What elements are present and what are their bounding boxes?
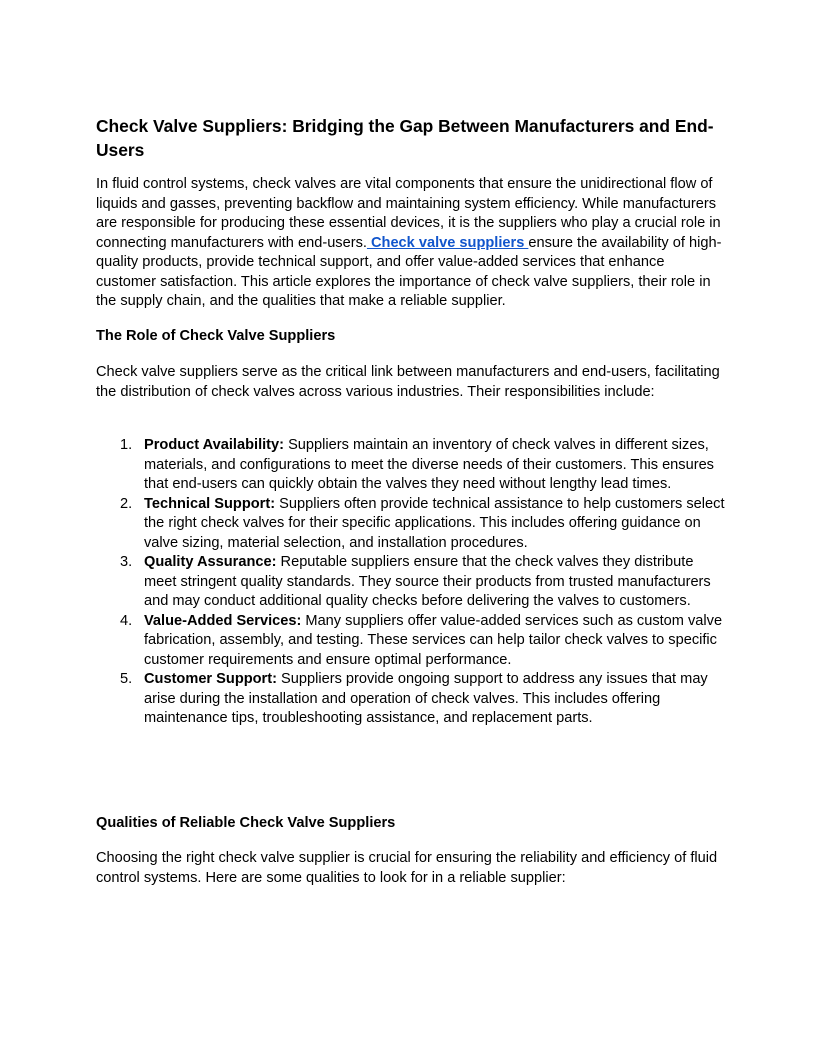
list-item-text: Suppliers often provide technical assistance to help customers select the right check valves for their specific applications. This includes offering guidance on valve sizing, material selection, and installation procedures. [144, 495, 725, 551]
list-item-text: Reputable suppliers ensure that the check valves they distribute meet stringent quality standards. They source their products from trusted manufacturers and may conduct additional quality checks before delivering the valves to customers. [144, 554, 711, 609]
page-title: Check Valve Suppliers: Bridging the Gap Between Manufacturers and End-Users [96, 116, 714, 160]
list-item [96, 436, 726, 495]
list-item-text: Many suppliers offer value-added services such as custom valve fabrication, assembly, and testing. These services can help tailor check valves to specific customer requirements and ensure optimal performance. [144, 612, 723, 668]
intro-text-after: ensure the availability of high-quality products, provide technical support, and offer value-added services that enhance customer satisfaction. This article explores the importance of check valve suppliers, their role in the supply chain, and the qualities that make a reliable supplier. [96, 234, 722, 309]
list-item-title: Value-Added Services: [144, 612, 302, 629]
list-item [96, 612, 726, 671]
check-valve-suppliers-link[interactable]: Check valve suppliers [366, 234, 529, 251]
list-number: 5. [120, 671, 133, 687]
intro-paragraph [96, 175, 726, 312]
list-number: 2. [120, 495, 133, 512]
list-number: 1. [120, 437, 133, 453]
list-item-title: Technical Support: [144, 495, 276, 512]
section-role-text: Check valve suppliers serve as the critical link between manufacturers and end-users, facilitating the distribution of check valves across various industries. Their responsibilities include: [96, 364, 720, 400]
list-item-text: Suppliers maintain an inventory of check valves in different sizes, materials, and configurations to meet the diverse needs of their customers. This ensures that end-users can quickly obtain the valves they need without lengthy lead times. [144, 437, 714, 492]
section-heading-qualities: Qualities of Reliable Check Valve Suppliers [96, 815, 396, 831]
list-item [96, 495, 726, 554]
list-number: 4. [120, 612, 133, 629]
title-block [96, 114, 726, 162]
list-item [96, 553, 726, 612]
list-item-text: Suppliers provide ongoing support to address any issues that may arise during the installation and operation of check valves. This includes offering maintenance tips, troubleshooting assistance, and replacement parts. [144, 671, 708, 726]
list-item-title: Customer Support: [144, 671, 277, 687]
section-heading-role: The Role of Check Valve Suppliers [96, 328, 336, 344]
section-qualities-text: Choosing the right check valve supplier is crucial for ensuring the reliability and efficiency of fluid control systems. Here are some qualities to look for in a reliable supplier: [96, 850, 718, 886]
list-item [96, 670, 726, 729]
responsibilities-list [96, 436, 726, 729]
list-item-title: Product Availability: [144, 437, 285, 453]
list-item-title: Quality Assurance: [144, 554, 277, 570]
list-number: 3. [120, 554, 133, 570]
intro-text-before: In fluid control systems, check valves are vital components that ensure the unidirectional flow of liquids and gasses, preventing backflow and maintaining system efficiency. While manufacturers are responsible for producing these essential devices, it is the suppliers who play a crucial role in connecting manufacturers with end-users. [96, 176, 721, 251]
